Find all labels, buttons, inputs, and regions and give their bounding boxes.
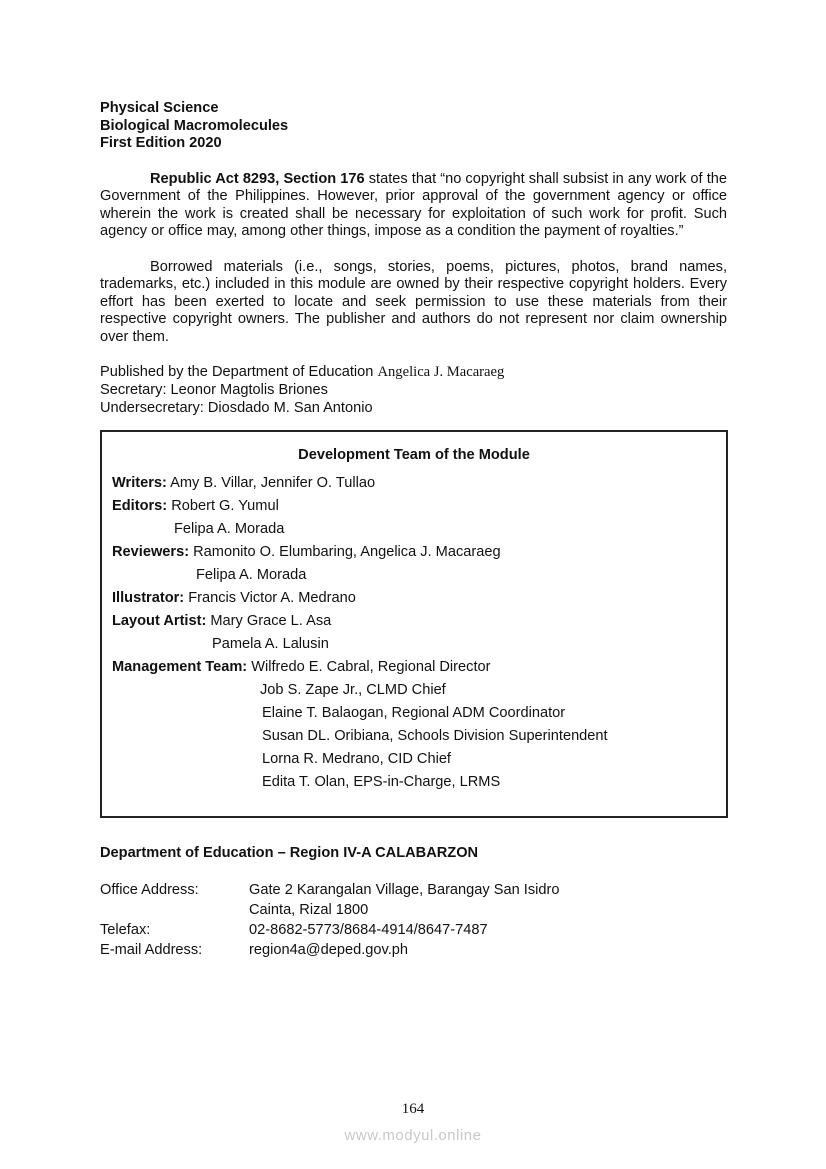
writers-names: Amy B. Villar, Jennifer O. Tullao [170,475,376,492]
edition: First Edition 2020 [100,135,222,151]
management-member: Job S. Zape Jr., CLMD Chief [260,682,446,699]
page-number: 164 [401,1101,425,1117]
management-member: Susan DL. Oribiana, Schools Division Superintendent [262,728,608,745]
email-label: E-mail Address: [100,942,203,959]
telefax-value: 02-8682-5773/8684-4914/8647-7487 [249,922,488,939]
writers-row [112,472,716,495]
office-address-row-2 [100,900,727,920]
illustrator-name: Francis Victor A. Medrano [188,590,356,607]
publisher-line: Published by the Department of Education [100,364,374,380]
reviewers-row [112,541,716,564]
management-row [112,656,716,679]
editor-name: Felipa A. Morada [174,521,285,538]
editor-name: Robert G. Yumul [171,498,279,515]
development-team-box [100,430,728,818]
copyright-paragraph [100,171,727,241]
reviewer-names: Ramonito O. Elumbaring, Angelica J. Macaraeg [193,544,501,561]
undersecretary-line: Undersecretary: Diosdado M. San Antonio [100,399,373,416]
email-row [100,940,727,960]
contact-info [100,880,727,960]
watermark: www.modyul.online [344,1127,482,1144]
office-address-line: Cainta, Rizal 1800 [249,902,369,919]
writers-label: Writers: [112,475,167,492]
reviewer-name: Felipa A. Morada [196,567,307,584]
management-member: Edita T. Olan, EPS-in-Charge, LRMS [262,774,501,791]
telefax-row [100,920,727,940]
office-address-label: Office Address: [100,882,199,899]
telefax-label: Telefax: [100,922,151,939]
layout-artist-row [112,610,716,633]
deped-region-title: Department of Education – Region IV-A CALABARZON [100,845,479,862]
subject-title: Physical Science [100,100,219,116]
management-member: Wilfredo E. Cabral, Regional Director [251,659,491,676]
management-member: Elaine T. Balaogan, Regional ADM Coordinator [262,705,566,722]
email-value: region4a@deped.gov.ph [249,942,408,959]
management-member: Lorna R. Medrano, CID Chief [262,751,451,768]
publisher-extra-name: Angelica J. Macaraeg [377,364,505,380]
editors-row [112,495,716,518]
law-reference: Republic Act 8293, Section 176 [150,170,365,187]
reviewers-label: Reviewers: [112,544,190,561]
document-page [100,100,727,960]
publisher-info [100,364,727,417]
office-address-row [100,880,727,900]
copyright-text: states that “no copyright shall subsist in any work of the Government of the Philippines. However, prior approval of the government agency or office wherein the work is created shall be necessary for exploitation of such work for profit. Such agency or office may, among other things, impose as a condition the payment of royalties.” [100,170,728,239]
layout-artist-label: Layout Artist: [112,613,207,630]
secretary-line: Secretary: Leonor Magtolis Briones [100,381,328,398]
illustrator-row [112,587,716,610]
module-header [100,100,727,153]
editors-label: Editors: [112,498,168,515]
layout-artist-name: Mary Grace L. Asa [210,613,332,630]
module-title: Biological Macromolecules [100,117,289,134]
team-title: Development Team of the Module [298,447,530,464]
illustrator-label: Illustrator: [112,590,185,607]
office-address-line: Gate 2 Karangalan Village, Barangay San Isidro [249,882,560,899]
borrowed-materials-paragraph: Borrowed materials (i.e., songs, stories, poems, pictures, photos, brand names, trademarks, etc.) included in this module are owned by their respective copyright holders. Every effort has been exerted to locate and seek permission to use these materials from their respective copyright owners. The publisher and authors do not represent nor claim ownership over them. [100,258,727,345]
layout-artist-name: Pamela A. Lalusin [212,636,329,653]
management-label: Management Team: [112,659,248,676]
